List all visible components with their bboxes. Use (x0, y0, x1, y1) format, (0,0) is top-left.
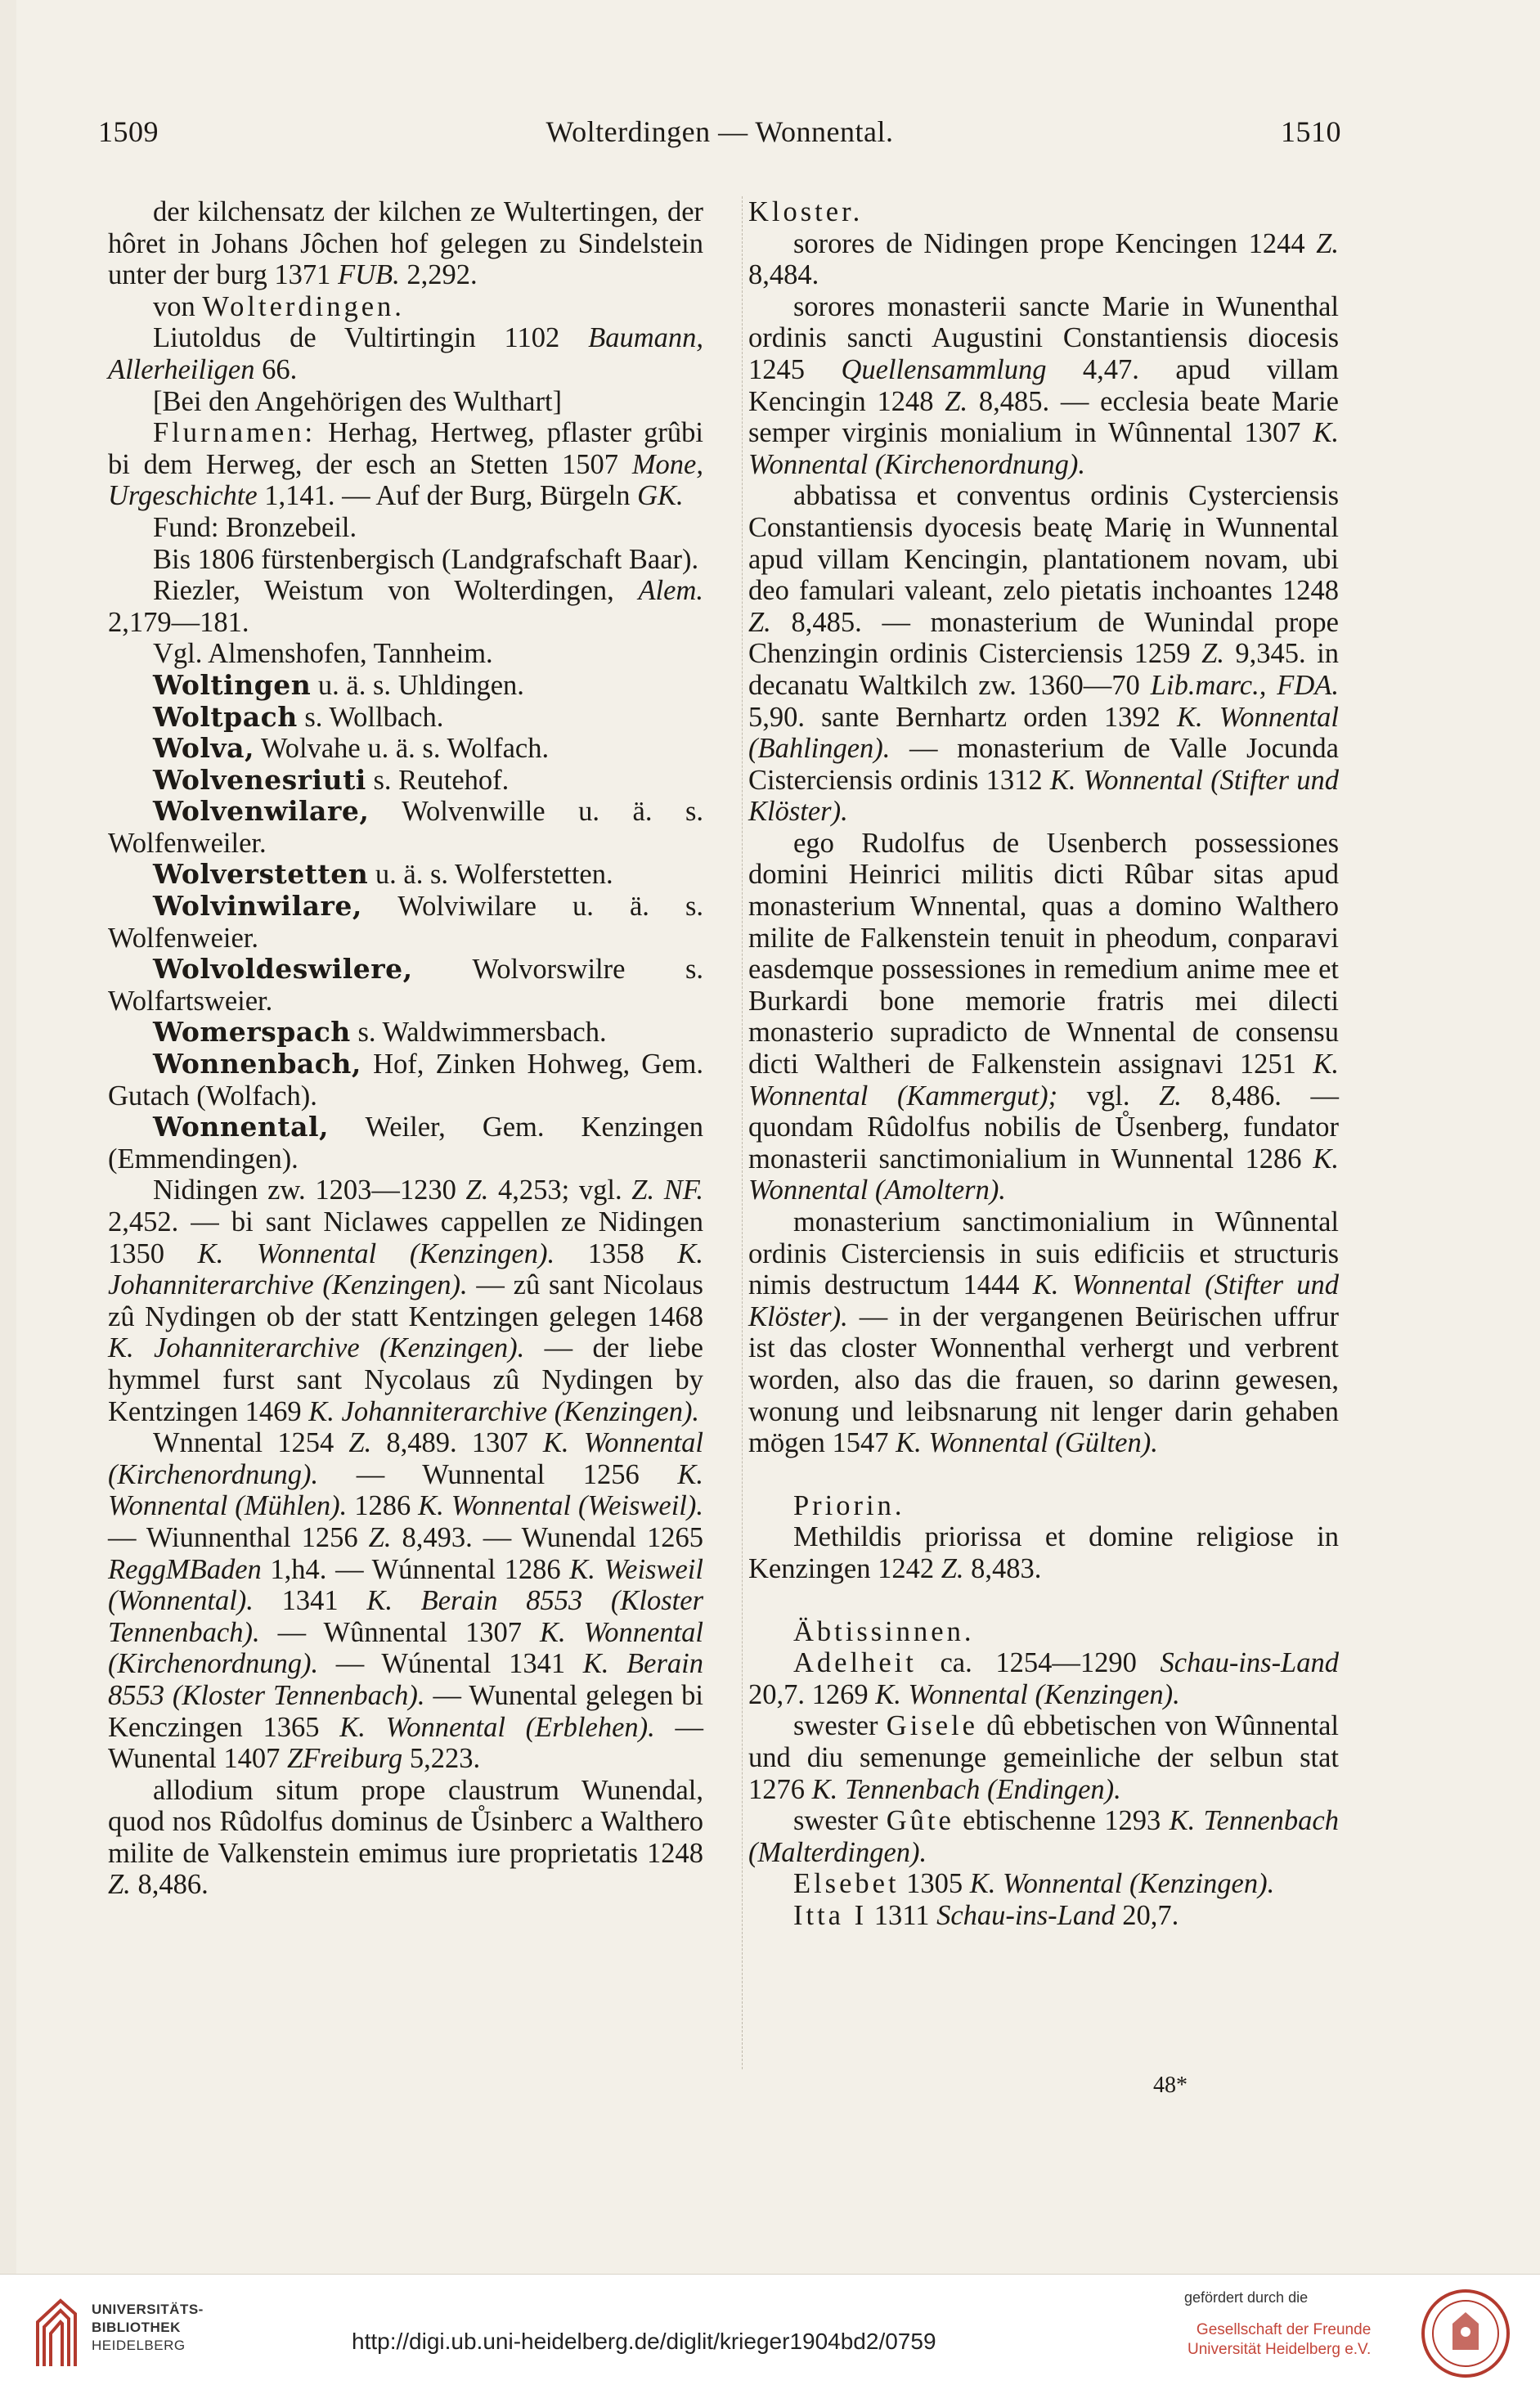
paragraph: swester Gisele dû ebbetischen von Wûnnental und diu semenunge gemeinliche der selbun stat 1276 K. Tennenbach (Endingen). (748, 1710, 1339, 1805)
paragraph: ego Rudolfus de Usenberch possessiones domini Heinrici militis dicti Rûbar sitas apud monasterium Wnnental, quas a domino Walthero milite de Falkenstein tenuit in pheodum, conparavi easdemque possessiones in remedium anime mee et Burkardi bone memorie fratris mei dilecti monasterio supradicto de Wnnental de consensu dicti Waltheri de Falkenstein assignavi 1251 K. Wonnental (Kammergut); vgl. Z. 8,486. — quondam Rûdolfus nobilis de Ůsenberg, fundator monasterii sanctimonialium in Wunnental 1286 K. Wonnental (Amoltern). (748, 827, 1340, 1206)
paragraph: der kilchensatz der kilchen ze Wultertingen, der hôret in Johans Jôchen hof gelegen zu Sindelstein unter der burg 1371 FUB. 2,292. (108, 196, 703, 291)
section-heading: Priorin. (793, 1489, 905, 1521)
book-page (16, 0, 1540, 2274)
paragraph: Elsebet 1305 K. Wonnental (Kenzingen). (793, 1868, 1275, 1900)
lemma-entry: Womerspach s. Waldwimmersbach. (153, 1016, 607, 1049)
running-header (98, 115, 1341, 155)
paragraph: Fund: Bronzebeil. (153, 511, 357, 543)
paragraph: Riezler, Weistum von Wolterdingen, Alem. 2,179—181. (108, 575, 703, 638)
paragraph: Bis 1806 fürstenbergisch (Landgrafschaft Baar). (153, 543, 699, 575)
lemma-entry: Wonnental, Weiler, Gem. Kenzingen (Emmendingen). (108, 1111, 703, 1175)
footer-bar (0, 2274, 1540, 2394)
lemma-entry: Wolverstetten u. ä. s. Wolferstetten. (153, 858, 613, 891)
paragraph: Vgl. Almenshofen, Tannheim. (153, 638, 493, 670)
paragraph: Itta I 1311 Schau-ins-Land 20,7. (793, 1899, 1179, 1931)
running-title: Wolterdingen — Wonnental. (546, 115, 894, 148)
library-name-line: HEIDELBERG (92, 2338, 186, 2353)
lemma-entry: Wonnenbach, Hof, Zinken Hohweg, Gem. Gutach (Wolfach). (108, 1048, 703, 1112)
paragraph: Liutoldus de Vultirtingin 1102 Baumann, Allerheiligen 66. (108, 322, 703, 385)
paragraph: sorores monasterii sancte Marie in Wunenthal ordinis sancti Augustini Constantiensis diocesis 1245 Quellensammlung 4,47. apud villam Kencingin 1248 Z. 8,485. — ecclesia beate Marie semper virginis monialium in Wûnnental 1307 K. Wonnental (Kirchenordnung). (748, 290, 1340, 480)
signature-mark: 48* (1153, 2073, 1188, 2098)
library-name-line: UNIVERSITÄTS- (92, 2302, 204, 2317)
sponsor-name (1188, 2320, 1371, 2360)
lemma-entry: Wolvenwilare, Wolvenwille u. ä. s. Wolfenweiler. (108, 795, 703, 859)
section-heading: Äbtissinnen. (793, 1615, 975, 1647)
lemma-entry: Wolva, Wolvahe u. ä. s. Wolfach. (153, 732, 550, 765)
left-column (108, 196, 703, 1901)
paragraph: allodium situm prope claustrum Wunendal, quod nos Rûdolfus dominus de Ůsinberc a Walthero milite de Valkenstein emimus iure proprietatis 1248 Z. 8,486. (108, 1774, 703, 1901)
paragraph: monasterium sanctimonialium in Wûnnental ordinis Cisterciensis in suis edificiis et structuris nimis destructum 1444 K. Wonnental (Stifter und Klöster). — in der vergangenen Beürischen uffrur ist das closter Wonnenthal verhergt und verbrent worden, also das die frauen, so darinn gewesen, wonung und leibsnarung nit lenger darin gehaben mögen 1547 K. Wonnental (Gülten). (748, 1206, 1339, 1459)
lemma-entry: Wolvoldeswilere, Wolvorswilre s. Wolfartsweier. (108, 953, 703, 1017)
paragraph: Wnnental 1254 Z. 8,489. 1307 K. Wonnental (Kirchenordnung). — Wunnental 1256 K. Wonnental (Mühlen). 1286 K. Wonnental (Weisweil). — Wiunnenthal 1256 Z. 8,493. — Wunendal 1265 ReggMBaden 1,h4. — Wúnnental 1286 K. Weisweil (Wonnental). 1341 K. Berain 8553 (Kloster Tennenbach). — Wûnnental 1307 K. Wonnental (Kirchenordnung). — Wúnental 1341 K. Berain 8553 (Kloster Tennenbach). — Wunental gelegen bi Kenczingen 1365 K. Wonnental (Erblehen). — Wunental 1407 ZFreiburg 5,223. (108, 1427, 704, 1775)
lemma-entry: Woltingen u. ä. s. Uhldingen. (153, 668, 524, 701)
lemma-entry: Wolvenesriuti s. Reutehof. (153, 763, 510, 796)
right-column (748, 196, 1339, 1931)
paragraph: von Wolterdingen. (153, 290, 405, 322)
lemma-entry: Woltpach s. Wollbach. (153, 700, 444, 733)
paragraph: Nidingen zw. 1203—1230 Z. 4,253; vgl. Z. NF. 2,452. — bi sant Niclawes cappellen ze Nidingen 1350 K. Wonnental (Kenzingen). 1358 K. Johanniterarchive (Kenzingen). — zû sant Nicolaus zû Nydingen ob der statt Kentzingen gelegen 1468 K. Johanniterarchive (Kenzingen). — der liebe hymmel furst sant Nycolaus zû Nydingen by Kentzingen 1469 K. Johanniterarchive (Kenzingen). (108, 1175, 704, 1427)
supported-by-label: gefördert durch die (1184, 2289, 1309, 2306)
page-number-left: 1509 (98, 115, 159, 148)
sponsor-name-line: Universität Heidelberg e.V. (1188, 2341, 1372, 2358)
paragraph: swester Gûte ebtischenne 1293 K. Tennenbach (Malterdingen). (748, 1805, 1339, 1868)
lemma-entry: Wolvinwilare, Wolviwilare u. ä. s. Wolfenweier. (108, 890, 703, 954)
paragraph: [Bei den Angehörigen des Wulthart] (153, 385, 563, 417)
sponsor-name-line: Gesellschaft der Freunde (1196, 2321, 1372, 2338)
paragraph: Methildis priorissa et domine religiose in Kenzingen 1242 Z. 8,483. (748, 1521, 1339, 1584)
library-name-line: BIBLIOTHEK (92, 2320, 181, 2335)
library-name (92, 2301, 204, 2355)
university-seal-icon (1420, 2288, 1511, 2379)
section-heading: Kloster. (748, 196, 864, 227)
paragraph: abbatissa et conventus ordinis Cysterciensis Constantiensis dyocesis beatę Marię in Wunnental apud villam Kencingin, plantationem novam, ubi deo famulari valeant, zelo pietatis inchoantes 1248 Z. 8,485. — monasterium de Wunindal prope Chenzingin ordinis Cisterciensis 1259 Z. 9,345. in decanatu Waltkilch zw. 1360—70 Lib.marc., FDA. 5,90. sante Bernhartz orden 1392 K. Wonnental (Bahlingen). — monasterium de Valle Jocunda Cisterciensis ordinis 1312 K. Wonnental (Stifter und Klöster). (748, 480, 1340, 828)
page-number-right: 1510 (1281, 115, 1341, 148)
paragraph: Adelheit ca. 1254—1290 Schau-ins-Land 20,7. 1269 K. Wonnental (Kenzingen). (748, 1647, 1339, 1710)
library-logo-icon[interactable] (33, 2297, 80, 2368)
paragraph: sorores de Nidingen prope Kencingen 1244 Z. 8,484. (748, 227, 1339, 291)
permalink-url[interactable]: http://digi.ub.uni-heidelberg.de/diglit/krieger1904bd2/0759 (352, 2329, 936, 2354)
column-divider (742, 196, 743, 2069)
paragraph: Flurnamen: Herhag, Hertweg, pflaster grûbi bi dem Herweg, der esch an Stetten 1507 Mone, Urgeschichte 1,141. — Auf der Burg, Bürgeln GK. (108, 417, 703, 512)
